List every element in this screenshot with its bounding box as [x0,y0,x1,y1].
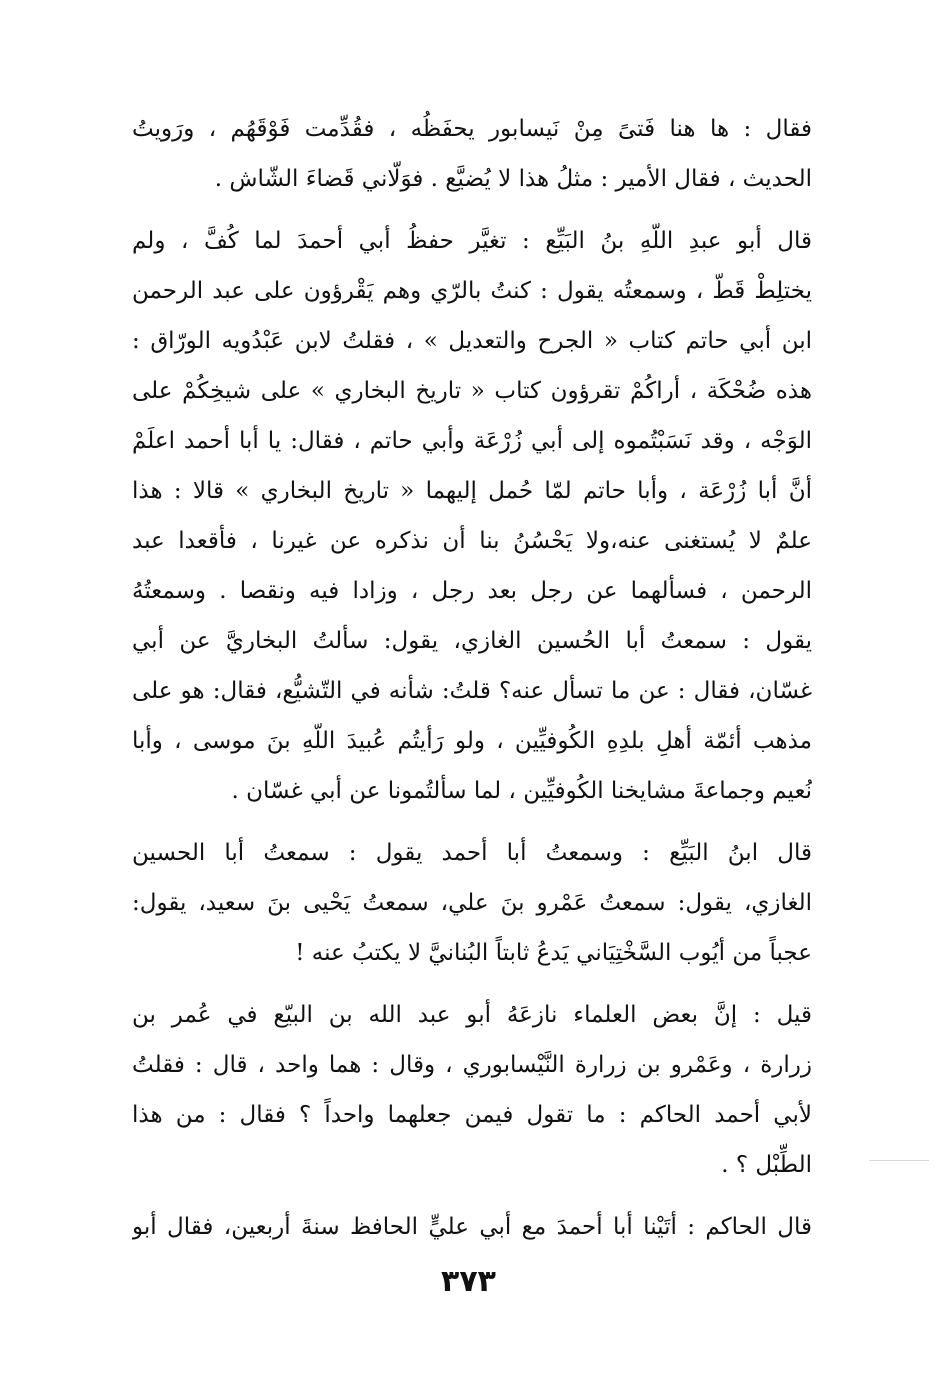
text-line: قال ابنُ البَيِّع : وسمعتُ أبا أحمد يقول : سمعتُ أبا الحسين [132,840,812,866]
paragraph-gap [132,204,812,216]
text-line: أنَّ أبا زُرْعَة ، وأبا حاتم لمّا حُمل إليهما « تاريخ البخاري » قالا : هذا [132,478,812,504]
paragraph-3 [132,828,812,978]
paragraph-2 [132,216,812,816]
text-line: الحديث ، فقال الأمير : مثلُ هذا لا يُضيَّع . فوَلّاني قَضاءَ الشّاش . [214,166,812,192]
scan-margin-mark [869,1160,929,1161]
paragraph-gap [132,1190,812,1202]
text-line: ابن أبي حاتم كتاب « الجرح والتعديل » ، فقلتُ لابن عَبْدُويه الورّاق : [132,328,812,354]
text-line: الوَجْه ، وقد نَسَبْتُموه إلى أبي زُرْعَة وأبي حاتم ، فقال: يا أبا أحمد اعلَمْ [132,428,812,454]
text-line: قال الحاكم : أتَيْنا أبا أحمدَ مع أبي عليٍّ الحافظ سنةَ أربعين، فقال أبو [132,1214,812,1240]
paragraph-5 [132,1202,812,1252]
text-line: قال أبو عبدِ اللّهِ بنُ البَيِّع : تغيَّر حفظُ أبي أحمدَ لما كُفَّ ، ولم [132,228,812,254]
text-line: زرارة ، وعَمْرو بن زرارة النَّيْسابوري ، وقال : هما واحد ، قال : فقلتُ [132,1052,812,1078]
paragraph-1 [132,104,812,204]
text-line: الطِّبْل ؟ . [721,1152,812,1178]
text-line: يقول : سمعتُ أبا الحُسين الغازي، يقول: سألتُ البخاريَّ عن أبي [132,628,812,654]
text-line: هذه ضُحْكَة ، أراكُمْ تقرؤون كتاب « تاريخ البخاري » على شيخِكُمْ على [132,378,812,404]
text-line: مذهب أئمّة أهلِ بلدِهِ الكُوفيِّين ، ولو رَأيتُم عُبيدَ اللّهِ بنَ موسى ، وأبا [132,728,812,754]
text-line: قيل : إنَّ بعض العلماء نازعَهُ أبو عبد الله بن البيّع في عُمر بن [132,1002,812,1028]
text-line: غسّان، فقال : عن ما تسأل عنه؟ قلتُ: شأنه في التّشيُّع، فقال: هو على [132,678,812,704]
main-text [132,104,812,1252]
text-line: الغازي، يقول: سمعتُ عَمْرو بنَ علي، سمعتُ يَحْيى بنَ سعيد، يقول: [132,890,812,916]
text-line: لأبي أحمد الحاكم : ما تقول فيمن جعلهما واحداً ؟ فقال : من هذا [132,1102,812,1128]
text-line: الرحمن ، فسألهما عن رجل بعد رجل ، وزادا فيه ونقصا . وسمعتُهُ [132,578,812,604]
text-line: نُعيم وجماعةَ مشايخنا الكُوفيِّين ، لما سألتُمونا عن أبي غسّان . [231,778,812,804]
text-line: يختلِطْ قَطّ ، وسمعتُه يقول : كنتُ بالرّي وهم يَقْرؤون على عبد الرحمن [132,278,812,304]
paragraph-gap [132,978,812,990]
text-line: فقال : ها هنا فَتىً مِنْ نَيسابور يحفَظُه ، فقُدِّمت فَوْقَهُم ، ورَويتُ [132,116,812,142]
paragraph-gap [132,816,812,828]
page-number: ٣٧٣ [441,1264,496,1299]
text-line: عجباً من أيُوب السَّخْتِيَاني يَدعُ ثابتاً البُنانيَّ لا يكتبُ عنه ! [295,940,812,966]
text-line: علمٌ لا يُستغنى عنه،ولا يَحْسُنُ بنا أن نذكره عن غيرنا ، فأقعدا عبد [132,528,812,554]
paragraph-4 [132,990,812,1190]
